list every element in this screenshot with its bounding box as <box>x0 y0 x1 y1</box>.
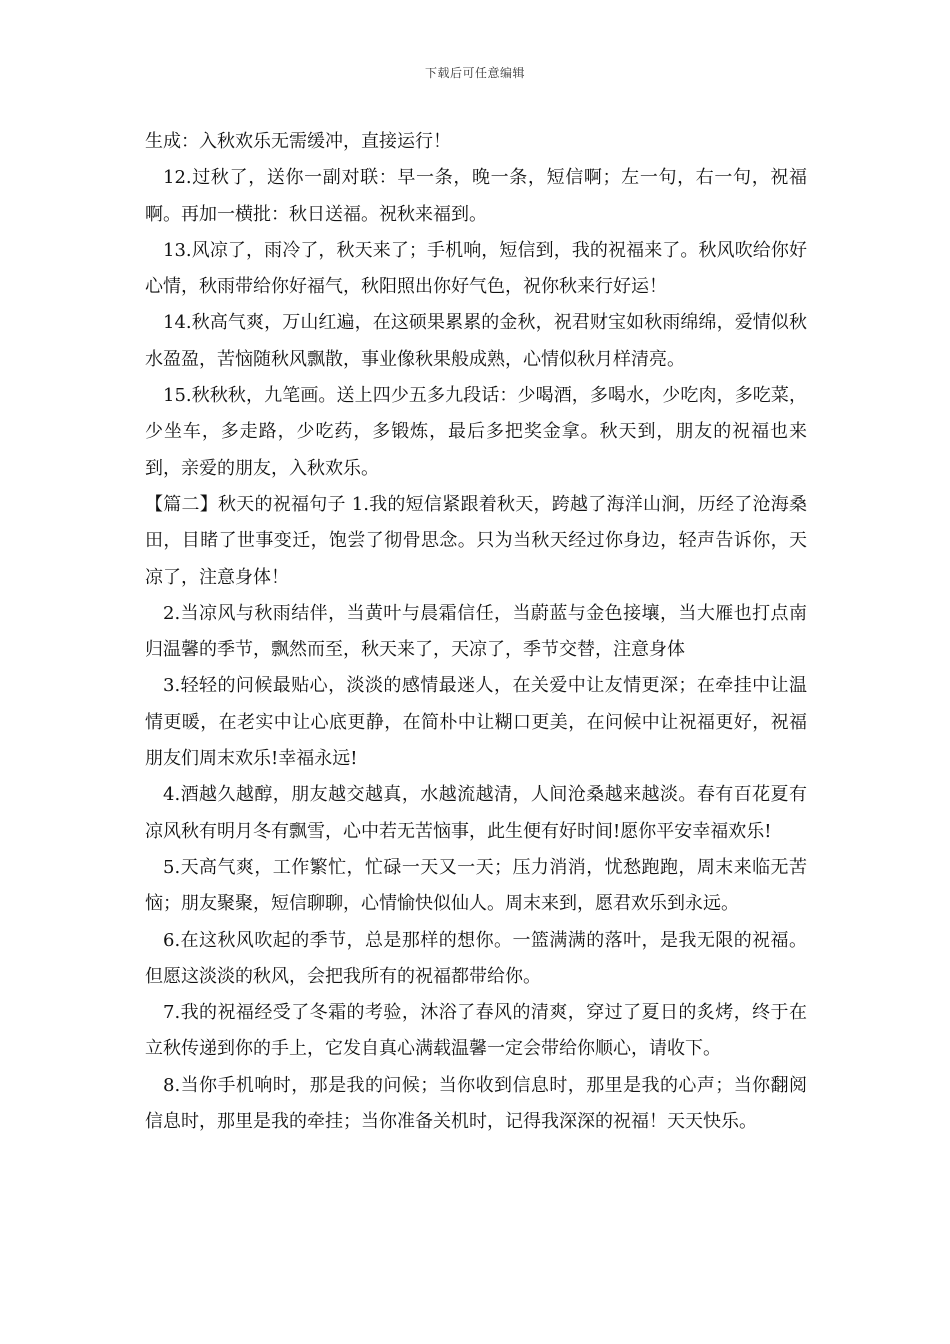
paragraph-section-two: 【篇二】秋天的祝福句子 1.我的短信紧跟着秋天，跨越了海洋山涧，历经了沧海桑田，目睹了世事变迁，饱尝了彻骨思念。只为当秋天经过你身边，轻声告诉你，天凉了，注意身体！ <box>145 493 807 588</box>
paragraph-4: 4.酒越久越醇，朋友越交越真，水越流越清，人间沧桑越来越淡。春有百花夏有凉风秋有明月冬有飘雪，心中若无苦恼事，此生便有好时间!愿你平安幸福欢乐! <box>145 784 807 842</box>
paragraph-14: 14.秋高气爽，万山红遍，在这硕果累累的金秋，祝君财宝如秋雨绵绵，爱情似秋水盈盈，苦恼随秋风飘散，事业像秋果般成熟，心情似秋月样清亮。 <box>145 312 807 370</box>
paragraph-5: 5.天高气爽，工作繁忙，忙碌一天又一天；压力消消，忧愁跑跑，周末来临无苦恼；朋友聚聚，短信聊聊，心情愉快似仙人。周末来到，愿君欢乐到永远。 <box>145 856 807 915</box>
paragraph-12: 12.过秋了，送你一副对联：早一条，晚一条，短信啊；左一句，右一句，祝福啊。再加一横批：秋日送福。祝秋来福到。 <box>145 167 807 225</box>
paragraph-2: 2.当凉风与秋雨结伴，当黄叶与晨霜信任，当蔚蓝与金色接壤，当大雁也打点南归温馨的季节，飘然而至，秋天来了，天凉了，季节交替，注意身体 <box>145 602 807 661</box>
paragraph-6: 6.在这秋风吹起的季节，总是那样的想你。一篮满满的落叶，是我无限的祝福。但愿这淡淡的秋风，会把我所有的祝福都带给你。 <box>145 929 807 987</box>
paragraph-7: 7.我的祝福经受了冬霜的考验，沐浴了春风的清爽，穿过了夏日的炙烤，终于在立秋传递到你的手上，它发自真心满载温馨一定会带给你顺心，请收下。 <box>145 1002 807 1060</box>
paragraph-8: 8.当你手机响时，那是我的问候；当你收到信息时，那里是我的心声；当你翻阅信息时，那里是我的牵挂；当你准备关机时，记得我深深的祝福！天天快乐。 <box>145 1074 807 1133</box>
page-header-note: 下载后可任意编辑 <box>424 66 525 80</box>
paragraph-continuation: 生成：入秋欢乐无需缓冲，直接运行！ <box>145 131 451 152</box>
paragraph-15: 15.秋秋秋，九笔画。送上四少五多九段话：少喝酒，多喝水，少吃肉，多吃菜，少坐车，多走路，少吃药，多锻炼，最后多把奖金拿。秋天到，朋友的祝福也来到，亲爱的朋友，入秋欢乐。 <box>145 385 807 479</box>
paragraph-3: 3.轻轻的问候最贴心，淡淡的感情最迷人，在关爱中让友情更深；在牵挂中让温情更暖，在老实中让心底更静，在简朴中让糊口更美，在问候中让祝福更好，祝福朋友们周末欢乐!幸福永远! <box>145 675 807 770</box>
paragraph-13: 13.风凉了，雨冷了，秋天来了；手机响，短信到，我的祝福来了。秋风吹给你好心情，秋雨带给你好福气，秋阳照出你好气色，祝你秋来行好运！ <box>145 239 807 298</box>
document-body <box>145 124 807 1140</box>
